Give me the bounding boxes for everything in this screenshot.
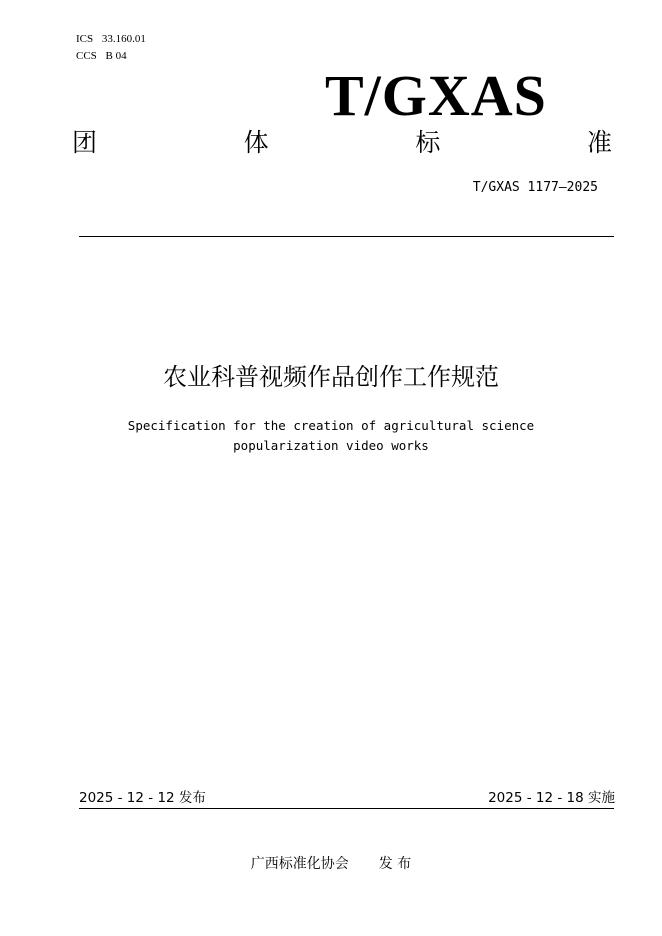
classification-codes (76, 31, 146, 65)
release-date: 2025 - 12 - 12 发布 (79, 790, 206, 806)
ics-value: 33.160.01 (101, 33, 146, 45)
document-title-chinese: 农业科普视频作品创作工作规范 (163, 363, 499, 391)
publisher-name: 广西标准化协会 (250, 856, 349, 872)
ics-label: ICS (76, 33, 94, 45)
standard-type-char: 团 (72, 128, 98, 157)
ccs-value: B 04 (105, 50, 127, 62)
header-divider (79, 236, 614, 237)
document-title-english (0, 416, 662, 456)
english-title-line: Specification for the creation of agricultural science (127, 418, 535, 433)
standard-type-heading (72, 125, 612, 161)
standard-type-char: 体 (243, 128, 269, 157)
implementation-date: 2025 - 12 - 18 实施 (488, 790, 615, 806)
standard-type-char: 准 (586, 128, 612, 157)
ics-code-row (76, 31, 146, 48)
standard-logo: T/GXAS (325, 63, 547, 128)
ccs-label: CCS (76, 50, 97, 62)
english-title-line: popularization video works (233, 438, 429, 453)
publisher-action: 发 布 (378, 856, 412, 872)
ccs-code-row (76, 48, 146, 65)
footer-divider (79, 808, 614, 809)
standard-number: T/GXAS 1177—2025 (472, 180, 598, 195)
publisher-line (0, 854, 662, 874)
standard-type-char: 标 (415, 128, 441, 157)
